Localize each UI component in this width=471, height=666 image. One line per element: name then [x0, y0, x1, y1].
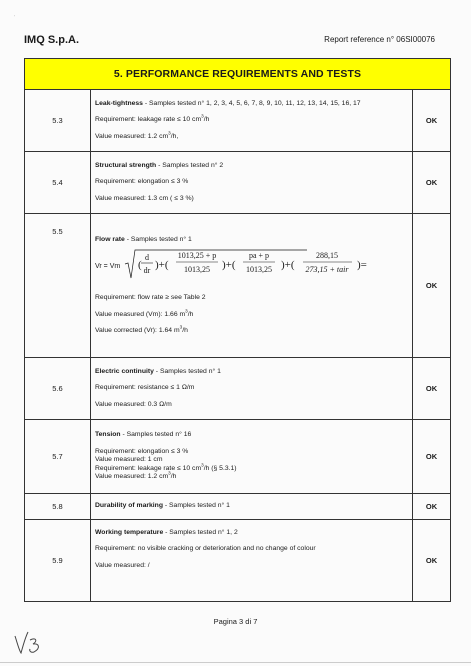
- test-description: [91, 214, 413, 358]
- requirement: Requirement: resistance ≤ 1 Ω/m: [95, 384, 195, 392]
- samples-tested: - Samples tested n° 1, 2, 3, 4, 5, 6, 7, 8, 9, 10, 11, 12, 13, 14, 15, 16, 17: [142, 99, 361, 107]
- table-row: [25, 152, 451, 214]
- handwritten-initials: [12, 628, 48, 658]
- value-measured: Value measured (Vm): 1.66 $m^3/h$: [95, 308, 194, 318]
- requirement-leakage: Requirement: leakage rate ≤ 10 $cm^3/h$ (§ 5.3.1): [95, 462, 237, 472]
- value-measured: Value measured: /: [95, 561, 150, 569]
- test-description: [91, 520, 413, 602]
- svg-text:)+(: )+(: [155, 259, 169, 272]
- performance-table: [24, 58, 451, 602]
- section-number: 5.9: [25, 520, 91, 602]
- result-ok: OK: [413, 152, 451, 214]
- table-row: [25, 358, 451, 420]
- samples-tested: - Samples tested n° 2: [156, 161, 224, 169]
- term3-denominator: 1013,25: [246, 265, 272, 275]
- test-description: [91, 420, 413, 494]
- requirement: Requirement: leakage rate ≤ 10 $cm^3/h$: [95, 113, 210, 124]
- test-description: [91, 494, 413, 520]
- value-measured: Value measured: 1 cm: [95, 456, 163, 464]
- section-number: 5.6: [25, 358, 91, 420]
- samples-tested: - Samples tested n° 1: [124, 235, 192, 243]
- term1-denominator: dr: [143, 266, 151, 276]
- term1-numerator: d: [145, 253, 149, 263]
- svg-text:(: (: [138, 259, 142, 272]
- requirement: Requirement: elongation ≤ 3 %: [95, 447, 189, 455]
- formula-lhs: Vr = Vm: [95, 263, 121, 271]
- section-number: 5.7: [25, 420, 91, 494]
- result-ok: OK: [413, 90, 451, 152]
- term4-denominator: 273,15 + tair: [305, 265, 349, 275]
- term2-denominator: 1013,25: [184, 265, 210, 275]
- term2-numerator: 1013,25 + p: [177, 251, 217, 261]
- result-ok: OK: [413, 358, 451, 420]
- test-title: Electric continuity: [95, 367, 154, 375]
- value-measured-leakage: Value measured: 1.2 $cm^3/h$: [95, 470, 177, 481]
- table-row: [25, 90, 451, 152]
- requirement: Requirement: no visible cracking or deterioration and no change of colour: [95, 545, 316, 553]
- test-title: Flow rate: [95, 235, 125, 243]
- page-edge: [0, 662, 471, 663]
- formula-graphic: [95, 244, 395, 290]
- section-number: 5.5: [25, 214, 91, 358]
- test-title: Tension: [95, 431, 121, 439]
- table-row: [25, 214, 451, 358]
- result-ok: OK: [413, 494, 451, 520]
- scan-mark: ˙: [14, 16, 16, 22]
- table-row: [25, 520, 451, 602]
- section-number: 5.4: [25, 152, 91, 214]
- flow-rate-formula: [95, 244, 412, 290]
- svg-text:)+(: )+(: [281, 259, 295, 272]
- section-number: 5.3: [25, 90, 91, 152]
- report-reference: Report reference n° 06SI00076: [324, 35, 435, 44]
- value-measured: Value measured: 0.3 Ω/m: [95, 400, 172, 408]
- test-title: Structural strength: [95, 161, 157, 169]
- test-title: Leak-tightness: [95, 99, 143, 107]
- section-title: 5. PERFORMANCE REQUIREMENTS AND TESTS: [25, 59, 451, 90]
- result-ok: OK: [413, 420, 451, 494]
- company-name: IMQ S.p.A.: [24, 34, 79, 46]
- table-row: [25, 420, 451, 494]
- section-number: 5.8: [25, 494, 91, 520]
- requirement: Requirement: elongation ≤ 3 %: [95, 178, 189, 186]
- samples-tested: - Samples tested n° 1: [162, 502, 230, 510]
- test-description: [91, 152, 413, 214]
- term4-numerator: 288,15: [316, 251, 338, 261]
- term3-numerator: pa + p: [248, 251, 270, 261]
- value-measured: Value measured: 1.3 cm ( ≤ 3 %): [95, 194, 194, 202]
- svg-text:)+(: )+(: [222, 259, 236, 272]
- page-number: Pagina 3 di 7: [213, 617, 258, 626]
- value-measured: Value measured: 1.2 $cm^3/h$,: [95, 130, 179, 140]
- result-ok: OK: [413, 214, 451, 358]
- test-description: [91, 90, 413, 152]
- test-description: [91, 358, 413, 420]
- samples-tested: - Samples tested n° 1, 2: [163, 529, 238, 536]
- test-title: Working temperature: [95, 529, 164, 536]
- samples-tested: - Samples tested n° 16: [120, 431, 192, 439]
- svg-text:)=: )=: [357, 259, 367, 272]
- test-title: Durability of marking: [95, 502, 163, 510]
- section-title-row: [25, 59, 451, 90]
- result-ok: OK: [413, 520, 451, 602]
- samples-tested: - Samples tested n° 1: [153, 367, 221, 375]
- value-corrected: Value corrected (Vr): 1.64 $m^3/h$: [95, 324, 188, 334]
- table-row: [25, 494, 451, 520]
- requirement: Requirement: flow rate ≥ see Table 2: [95, 294, 206, 302]
